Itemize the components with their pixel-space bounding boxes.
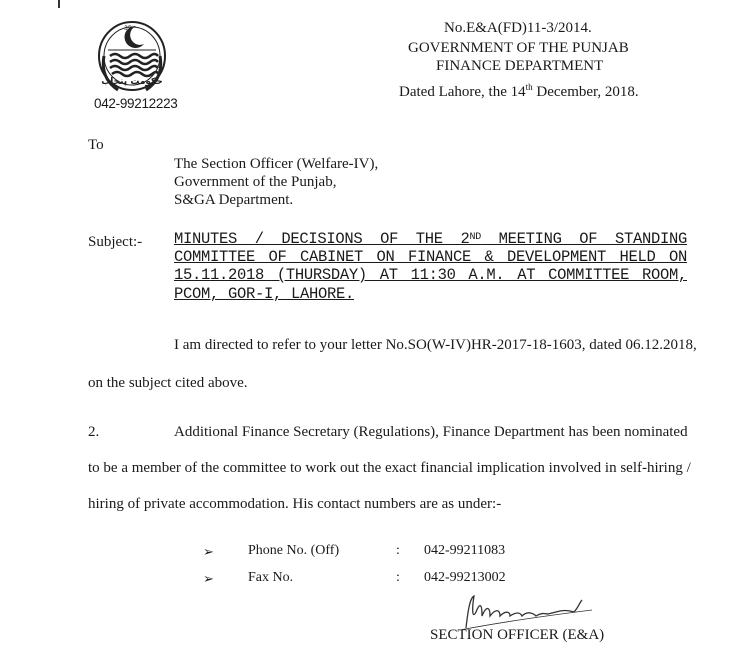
contact-fax-value: 042-99213002 <box>424 570 506 585</box>
contact-fax-sep: : <box>396 570 400 585</box>
subject-line-4: PCOM, GOR-I, LAHORE. <box>174 285 355 303</box>
contact-phone-sep: : <box>396 543 400 558</box>
subject-line-2: COMMITTEE OF CABINET ON FINANCE & DEVELOPMENT HELD ON <box>174 248 687 266</box>
logo-phone: 042-99212223 <box>94 96 178 111</box>
subject-line-1b: MEETING OF STANDING <box>480 230 688 248</box>
subject-sup: ND <box>469 232 481 243</box>
date-prefix: Dated Lahore, the 14 <box>399 84 526 100</box>
reference-number: No.E&A(FD)11-3/2014. <box>444 20 592 36</box>
seal-year: 35 <box>124 25 132 32</box>
contact-fax-label: Fax No. <box>248 570 294 585</box>
para2-line-3: hiring of private accommodation. His contact numbers are as under:- <box>88 496 502 512</box>
contact-phone-value: 042-99211083 <box>424 543 506 558</box>
addressee-line-2: Government of the Punjab, <box>174 174 337 190</box>
to-label: To <box>88 137 104 153</box>
para2-line-2: to be a member of the committee to work out the exact financial implication involved in self-hiring / <box>88 460 691 476</box>
seal-text: حکومتِ پنجاب <box>101 77 163 87</box>
contact-phone-label: Phone No. (Off) <box>248 543 340 558</box>
arrow-bullet-icon: ➢ <box>203 544 214 559</box>
department-title: FINANCE DEPARTMENT <box>436 58 604 74</box>
para2-line-1: Additional Finance Secretary (Regulations), Finance Department has been nominated <box>174 424 688 440</box>
subject-line-1a: MINUTES / DECISIONS OF THE 2 <box>174 230 470 248</box>
government-seal <box>84 12 184 98</box>
date-suffix: th <box>525 82 533 92</box>
letter-date <box>399 82 639 101</box>
arrow-bullet-icon: ➢ <box>203 571 214 586</box>
para1-line-1: I am directed to refer to your letter No.SO(W-IV)HR-2017-18-1603, dated 06.12.2018, <box>174 337 697 353</box>
wave-lines <box>110 54 158 76</box>
subject-label: Subject:- <box>88 234 143 250</box>
signatory-title: SECTION OFFICER (E&A) <box>430 627 605 643</box>
para2-number: 2. <box>88 424 100 440</box>
date-rest: December, 2018. <box>532 84 639 100</box>
addressee-line-3: S&GA Department. <box>174 192 294 208</box>
addressee-line-1: The Section Officer (Welfare-IV), <box>174 156 379 172</box>
subject-line-1 <box>174 230 687 248</box>
government-title: GOVERNMENT OF THE PUNJAB <box>408 40 629 56</box>
subject-line-3: 15.11.2018 (THURSDAY) AT 11:30 A.M. AT COMMITTEE ROOM, <box>174 266 687 284</box>
stray-mark <box>58 0 60 8</box>
para1-line-2: on the subject cited above. <box>88 375 248 391</box>
